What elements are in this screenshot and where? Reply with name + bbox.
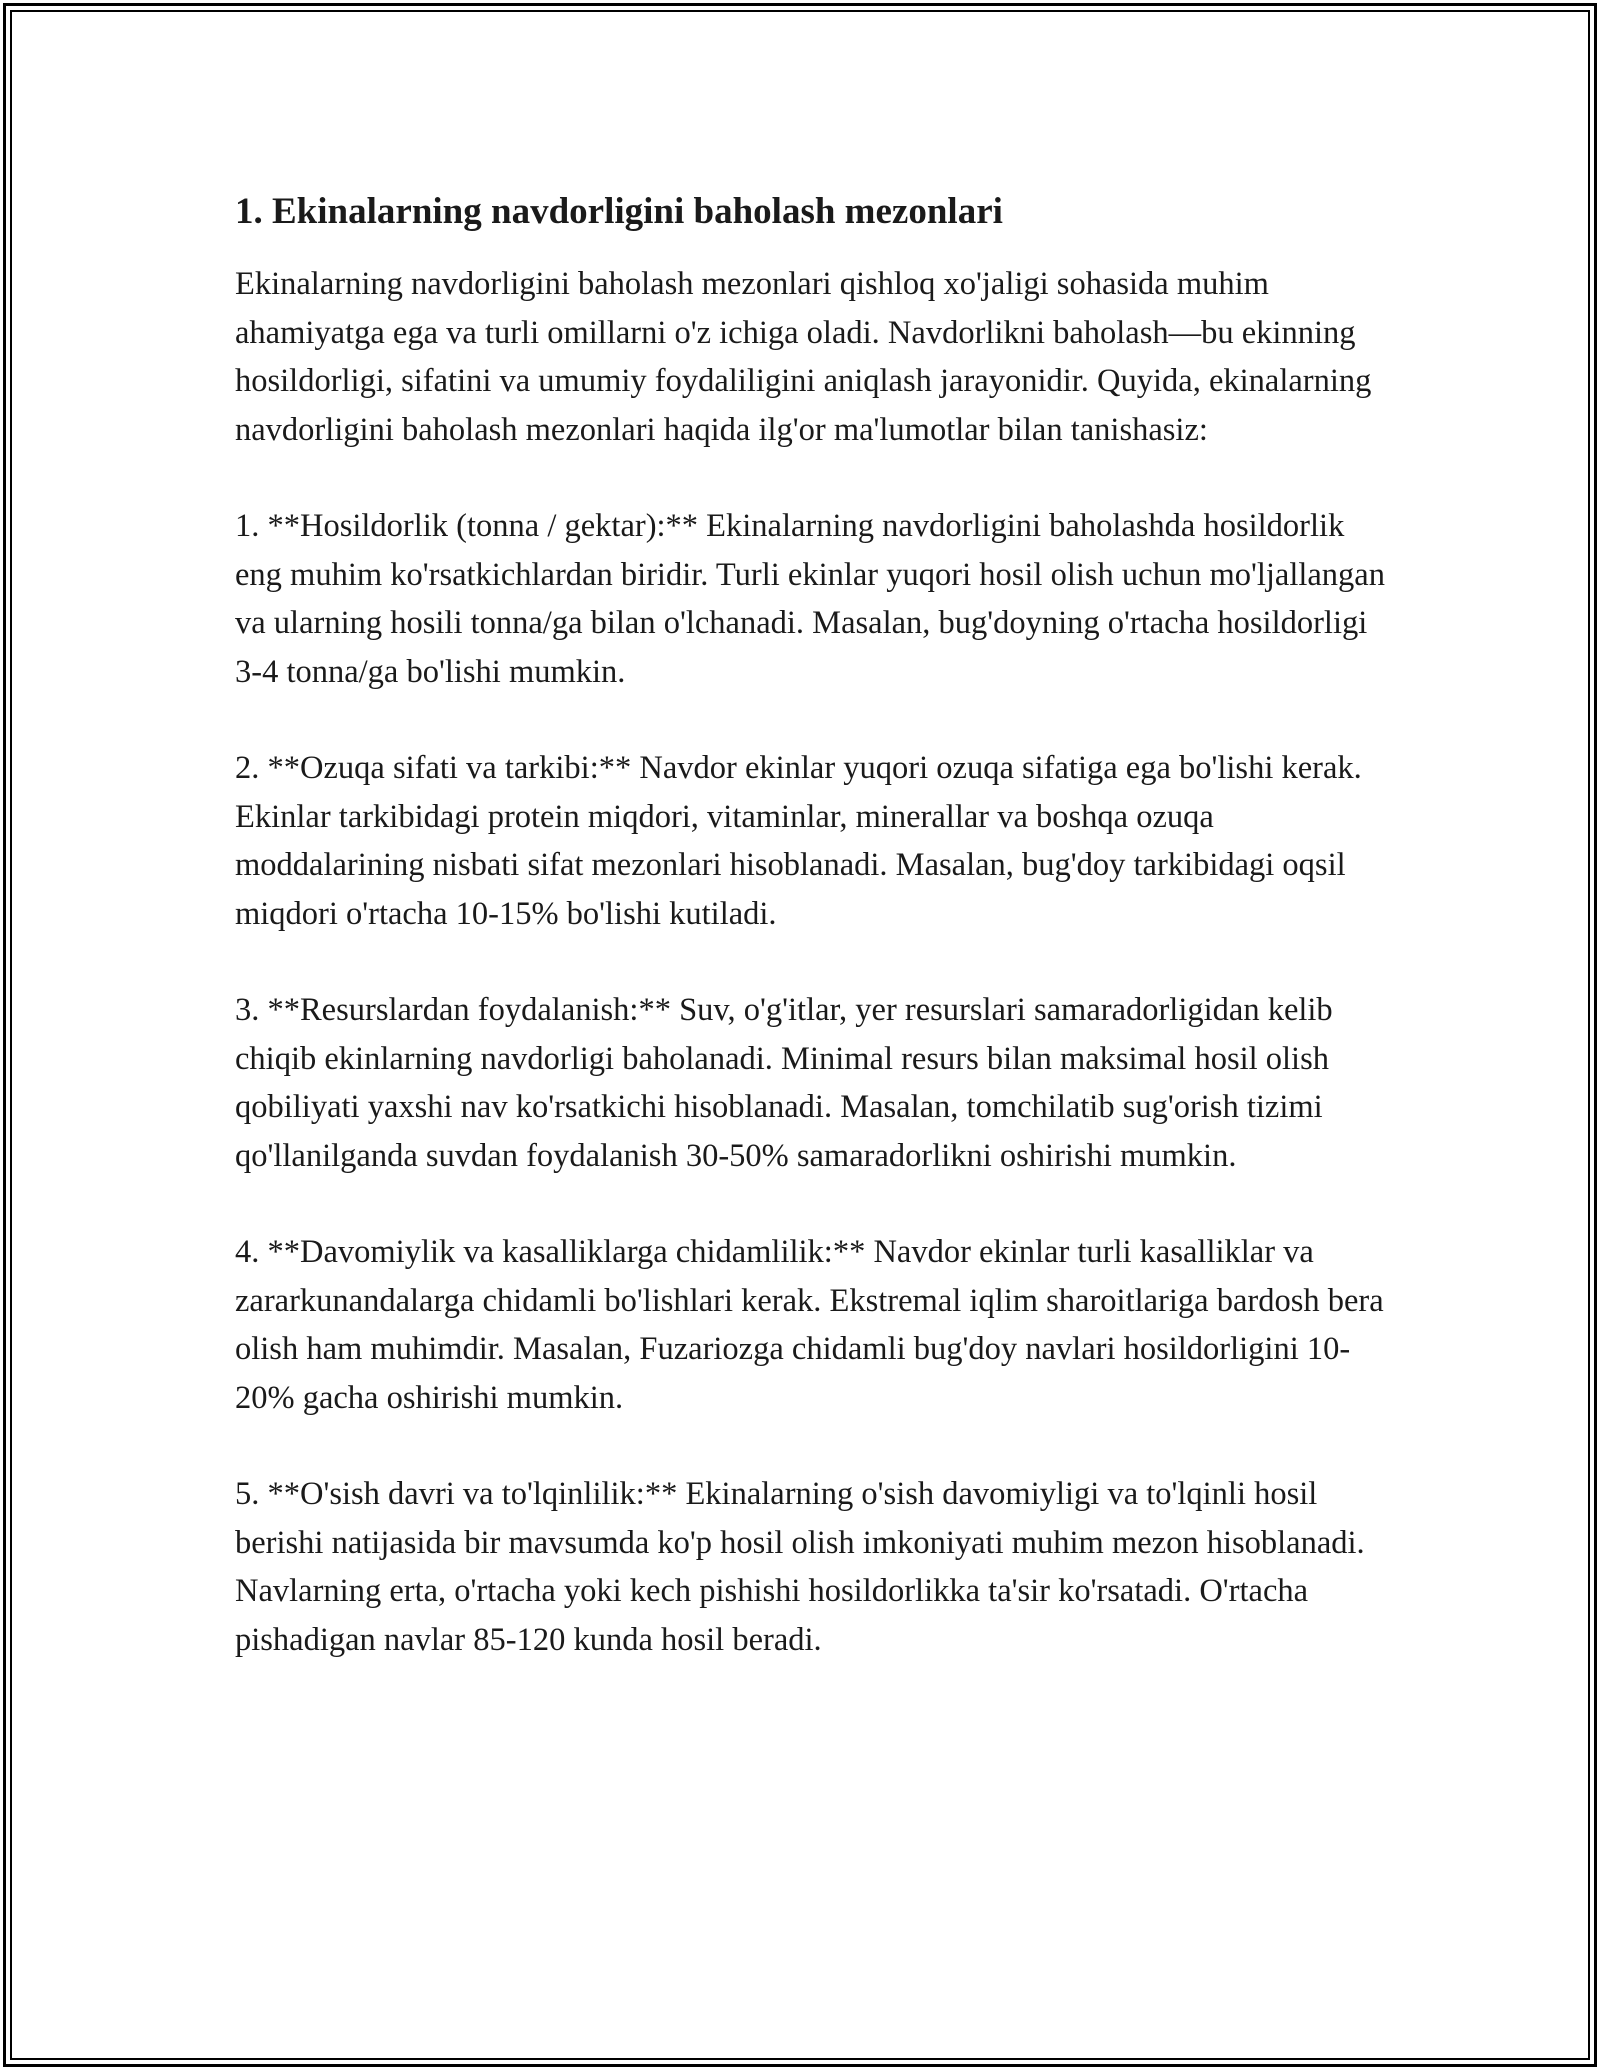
criterion-paragraph-yield: 1. **Hosildorlik (tonna / gektar):** Ekinalarning navdorligini baholashda hosildorlik eng muhim ko'rsatkichlardan biridir. Turli ekinlar yuqori hosil olish uchun mo'ljallangan va ularning hosili tonna/ga bilan o'lchanadi. Masalan, bug'doyning o'rtacha hosildorligi 3-4 tonna/ga bo'lishi mumkin. [235, 508, 1385, 690]
criterion-paragraph-resistance: 4. **Davomiylik va kasalliklarga chidamlilik:** Navdor ekinlar turli kasalliklar va zararkunandalarga chidamli bo'lishlari kerak. Ekstremal iqlim sharoitlariga bardosh bera olish ham muhimdir. Masalan, Fuzariozga chidamli bug'doy navlari hosildorligini 10-20% gacha oshirishi mumkin. [235, 1234, 1384, 1416]
document-body [235, 186, 1385, 1712]
criterion-paragraph-resources: 3. **Resurslardan foydalanish:** Suv, o'g'itlar, yer resurslari samaradorligidan kelib chiqib ekinlarning navdorligi baholanadi. Minimal resurs bilan maksimal hosil olish qobiliyati yaxshi nav ko'rsatkichi hisoblanadi. Masalan, tomchilatib sug'orish tizimi qo'llanilganda suvdan foydalanish 30-50% samaradorlikni oshirishi mumkin. [235, 992, 1333, 1174]
criterion-paragraph-growth-period: 5. **O'sish davri va to'lqinlilik:** Ekinalarning o'sish davomiyligi va to'lqinli hosil berishi natijasida bir mavsumda ko'p hosil olish imkoniyati muhim mezon hisoblanadi. Navlarning erta, o'rtacha yoki kech pishishi hosildorlikka ta'sir ko'rsatadi. O'rtacha pishadigan navlar 85-120 kunda hosil beradi. [235, 1476, 1365, 1658]
intro-paragraph: Ekinalarning navdorligini baholash mezonlari qishloq xo'jaligi sohasida muhim ahamiyatga ega va turli omillarni o'z ichiga oladi. Navdorlikni baholash—bu ekinning hosildorligi, sifatini va umumiy foydaliligini aniqlash jarayonidir. Quyida, ekinalarning navdorligini baholash mezonlari haqida ilg'or ma'lumotlar bilan tanishasiz: [235, 266, 1372, 448]
document-title: 1. Ekinalarning navdorligini baholash mezonlari [235, 191, 1003, 232]
criterion-paragraph-nutrition: 2. **Ozuqa sifati va tarkibi:** Navdor ekinlar yuqori ozuqa sifatiga ega bo'lishi kerak. Ekinlar tarkibidagi protein miqdori, vitaminlar, minerallar va boshqa ozuqa moddalarining nisbati sifat mezonlari hisoblanadi. Masalan, bug'doy tarkibidagi oqsil miqdori o'rtacha 10-15% bo'lishi kutiladi. [235, 750, 1362, 932]
